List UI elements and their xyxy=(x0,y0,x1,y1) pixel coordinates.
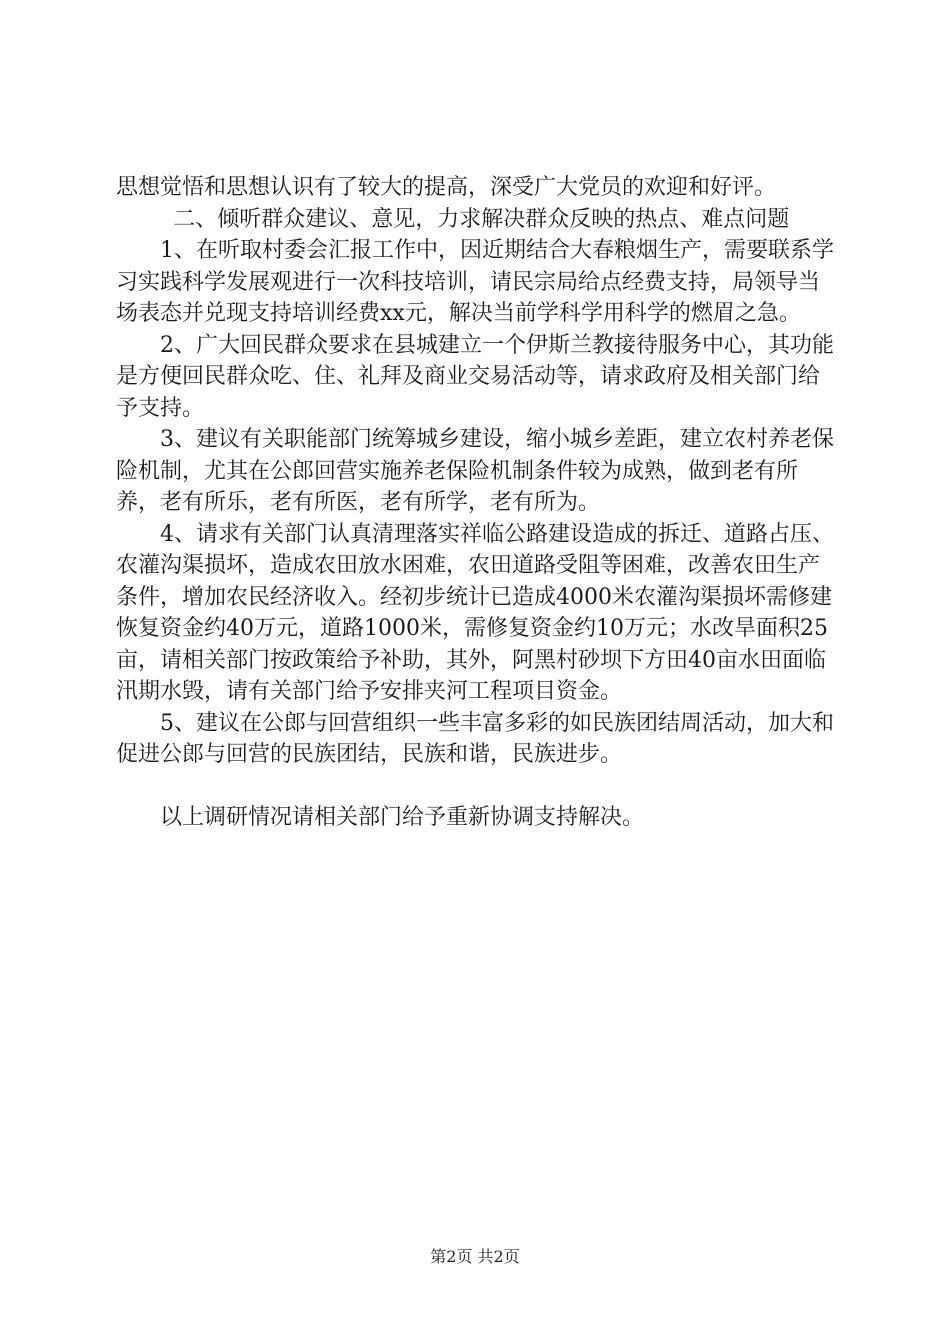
paragraph-continuation: 思想觉悟和思想认识有了较大的提高，深受广大党员的欢迎和好评。 xyxy=(116,175,777,200)
paragraph-item-1: 1、在听取村委会汇报工作中，因近期结合大春粮烟生产，需要联系学习实践科学发展观进行一次科技培训，请民宗局给点经费支持，局领导当场表态并兑现支持培训经费xx元，解决当前学科学用科学的燃眉之急。 xyxy=(116,238,834,326)
closing-paragraph: 以上调研情况请相关部门给予重新协调支持解决。 xyxy=(160,804,645,830)
paragraph-item-2: 2、广大回民群众要求在县城建立一个伊斯兰教接待服务中心，其功能是方便回民群众吃、住、礼拜及商业交易活动等，请求政府及相关部门给予支持。 xyxy=(116,332,834,421)
page-number-footer: 第2页 共2页 xyxy=(430,1247,520,1266)
paragraph-item-5: 5、建议在公郎与回营组织一些丰富多彩的如民族团结周活动，加大和促进公郎与回营的民族团结，民族和谐，民族进步。 xyxy=(116,710,834,767)
document-body xyxy=(116,172,838,833)
section-heading: 二、倾听群众建议、意见，力求解决群众反映的热点、难点问题 xyxy=(173,206,790,232)
paragraph-item-4: 4、请求有关部门认真清理落实祥临公路建设造成的拆迁、道路占压、农灌沟渠损坏，造成农田放水困难，农田道路受阻等困难，改善农田生产条件，增加农民经济收入。经初步统计已造成4000米农灌沟渠损坏需修建恢复资金约40万元，道路1000米，需修复资金约10万元；水改旱面积25亩，请相关部门按政策给予补助，其外，阿黑村砂坝下方田40亩水田面临汛期水毁，请有关部门给予安排夹河工程项目资金。 xyxy=(116,521,834,704)
paragraph-item-3: 3、建议有关职能部门统筹城乡建设，缩小城乡差距，建立农村养老保险机制，尤其在公郎回营实施养老保险机制条件较为成熟，做到老有所养，老有所乐，老有所医，老有所学，老有所为。 xyxy=(116,427,834,515)
